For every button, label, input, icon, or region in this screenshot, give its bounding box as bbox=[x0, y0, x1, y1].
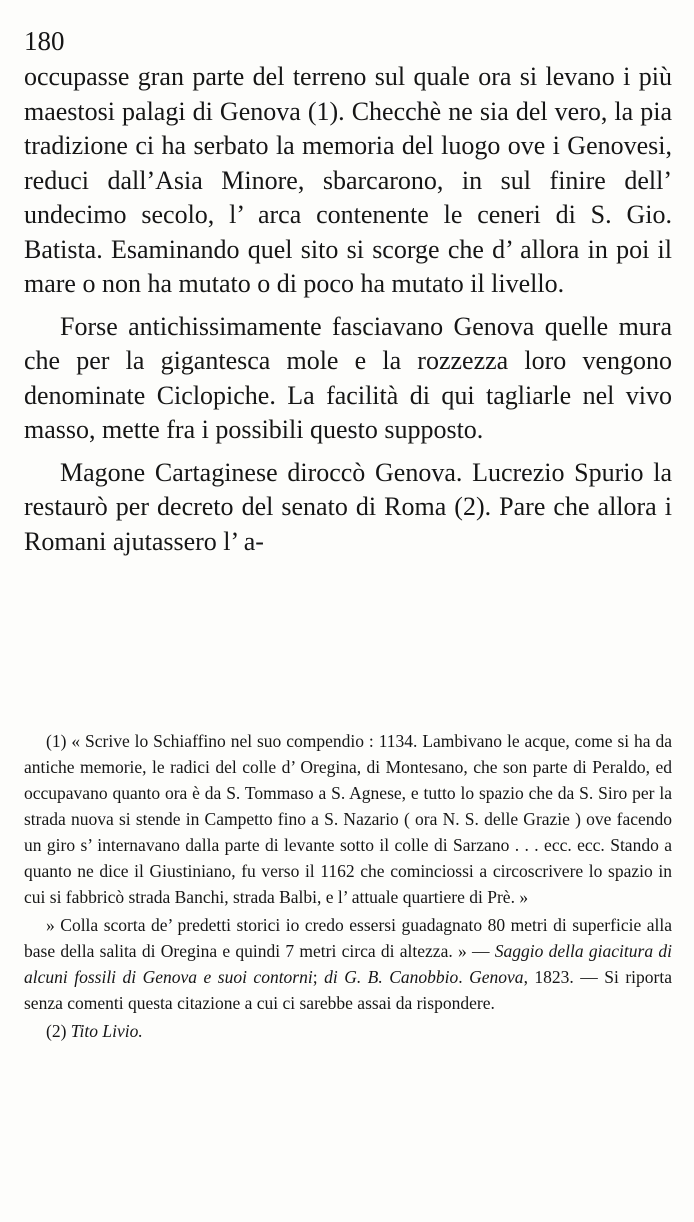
footnotes bbox=[24, 728, 672, 1046]
footnote-1-marker: (1) bbox=[46, 731, 67, 751]
paragraph-3: Magone Cartaginese diroccò Genova. Lucrezio Spurio la restaurò per decreto del senato di Roma (2). Pare che allora i Romani ajutassero l’ a- bbox=[24, 457, 672, 556]
page bbox=[24, 26, 672, 567]
footnote-1 bbox=[24, 728, 672, 910]
footnote-2 bbox=[24, 1018, 672, 1044]
footnote-2-marker: (2) bbox=[46, 1021, 67, 1041]
footnote-1-text: « Scrive lo Schiaffino nel suo compendio : 1134. Lambivano le acque, come si ha da antiche memorie, le radici del colle d’ Oregina, di Montesano, che son parte di Peraldo, ed occupavano quanto ora è da S. Tommaso a S. Agnese, e tutto lo spazio che da S. Siro per la strada nuova si stende in Campetto fino a S. Nazario ( ora N. S. delle Grazie ) ove facendo un giro s’ internavano dalla parte di levante sotto il colle di Sarzano . . . ecc. ecc. Stando a quanto ne dice il Giustiniano, fu verso il 1162 che cominciossi a circoscrivere lo spazio in cui si fabbricò strada Banchi, strada Balbi, e l’ attuale quartiere di Prè. » bbox=[24, 731, 673, 907]
main-text bbox=[24, 60, 672, 559]
footnote-1-cont-sep1: ; bbox=[312, 967, 325, 987]
footnote-1-cont-title: Saggio della giacitura di alcuni fossili di Genova e suoi contorni bbox=[24, 941, 672, 987]
footnote-1-continued bbox=[24, 912, 672, 1016]
footnote-2-text: Tito Livio. bbox=[70, 1021, 143, 1041]
footnote-1-cont-text: » Colla scorta de’ predetti storici io credo essersi guadagnato 80 metri di superficie alla base della salita di Oregina e quindi 7 metri circa di altezza. » — bbox=[24, 915, 672, 961]
footnote-1-cont-place: Genova bbox=[469, 967, 524, 987]
footnote-1-cont-sep2: . bbox=[458, 967, 470, 987]
footnote-1-cont-after: , 1823. — Si riporta senza comenti questa citazione a cui ci sarebbe assai da rispondere. bbox=[24, 967, 672, 1013]
page-number: 180 bbox=[24, 26, 65, 56]
paragraph-1: occupasse gran parte del terreno sul quale ora si levano i più maestosi palagi di Genova (1). Checchè ne sia del vero, la pia tradizione ci ha serbato la memoria del luogo ove i Genovesi, reduci dall’Asia Minore, sbarcarono, in sul finire dell’ undecimo secolo, l’ arca contenente le ceneri di S. Gio. Batista. Esaminando quel sito si scorge che d’ allora in poi il mare o non ha mutato o di poco ha mutato il livello. bbox=[24, 62, 672, 298]
footnote-1-cont-author: di G. B. Canobbio bbox=[324, 967, 459, 987]
paragraph-2: Forse antichissimamente fasciavano Genova quelle mura che per la gigantesca mole e la rozzezza loro vengono denominate Ciclopiche. La facilità di qui tagliarle nel vivo masso, mette fra i possibili questo supposto. bbox=[24, 311, 672, 444]
